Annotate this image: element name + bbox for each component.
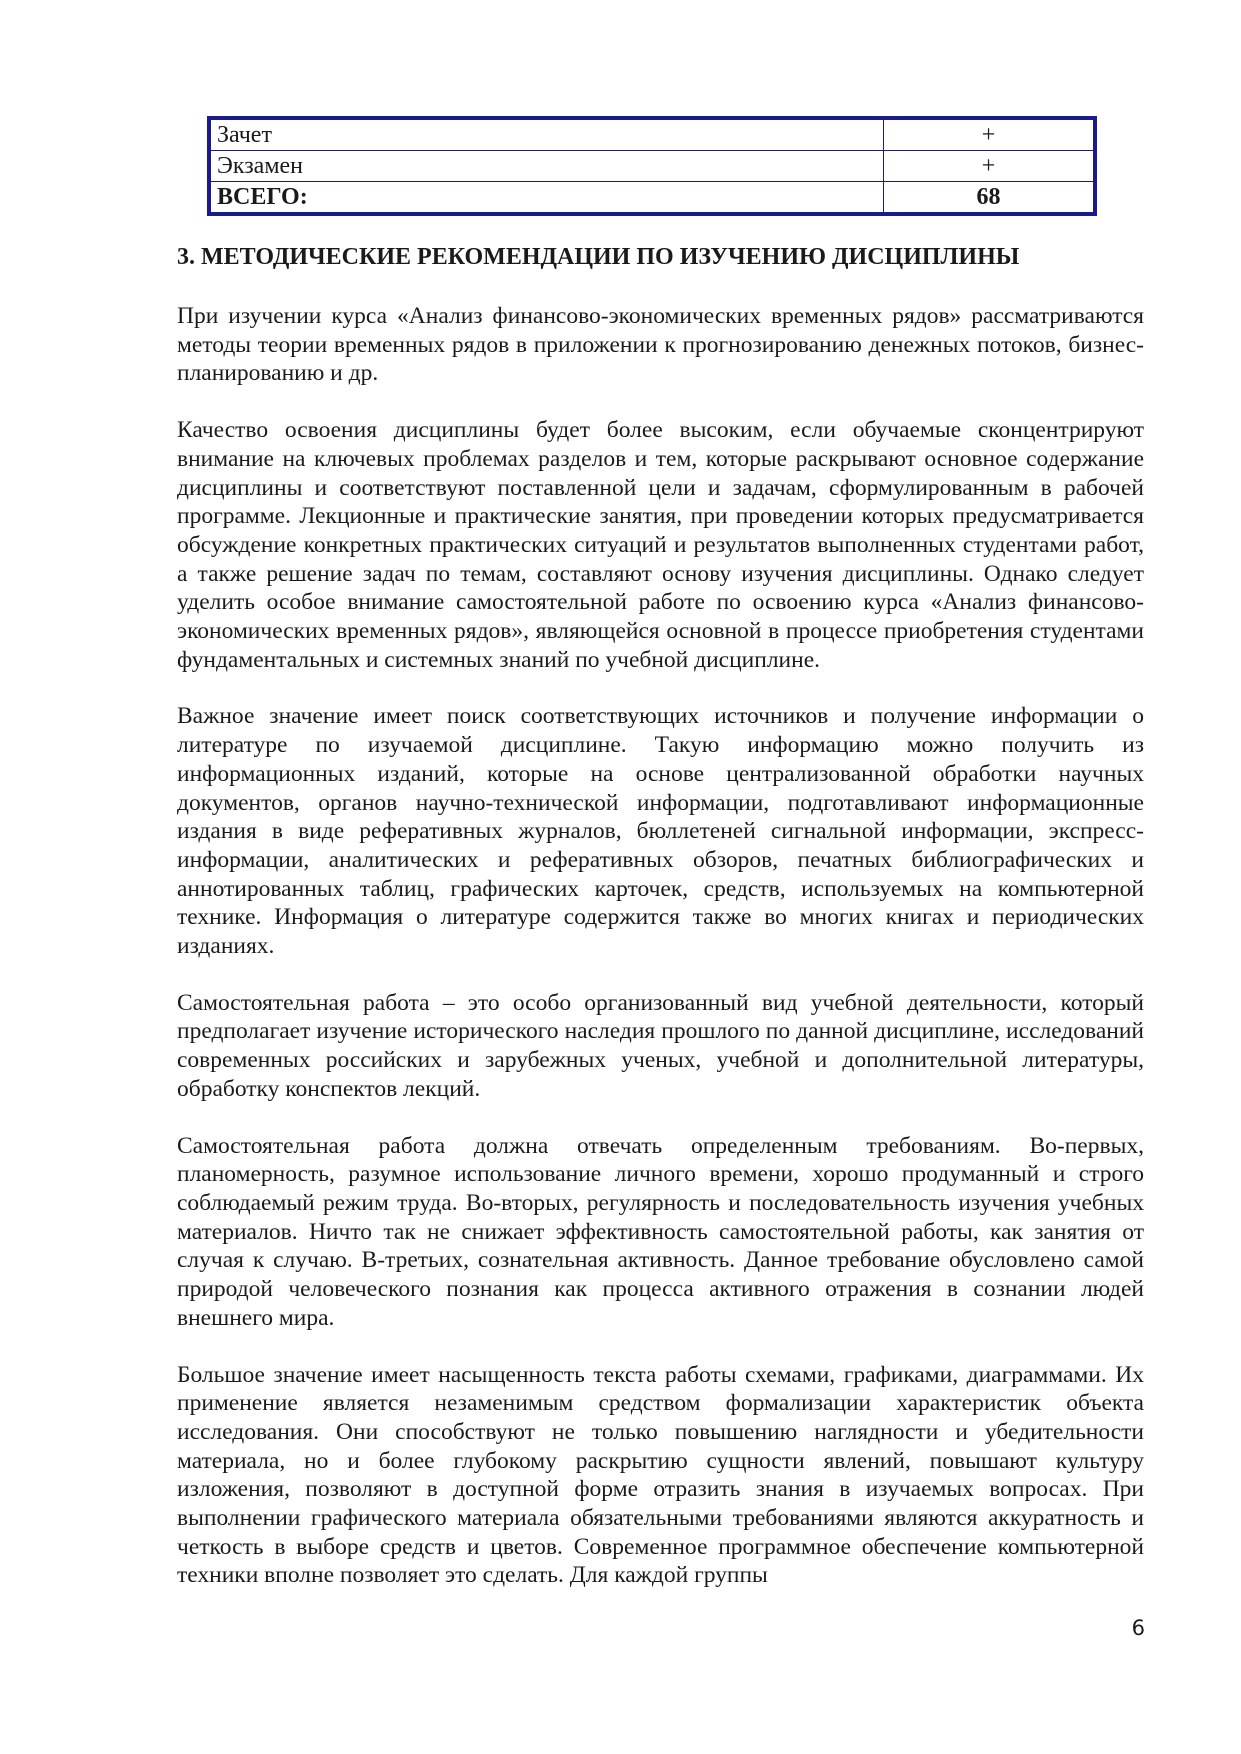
summary-table bbox=[207, 116, 1097, 216]
paragraph: Самостоятельная работа – это особо организованный вид учебной деятельности, который предполагает изучение исторического наследия прошлого по данной дисциплине, исследований современных российских и зарубежных ученых, учебной и дополнительной литературы, обработку конспектов лекций. bbox=[177, 989, 1144, 1102]
paragraph: Большое значение имеет насыщенность текста работы схемами, графиками, диаграммами. Их применение является незаменимым средством формализации характеристик объекта исследования. Они способствуют не только повышению наглядности и убедительности материала, но и более глубокому раскрытию сущности явлений, повышают культуру изложения, позволяют в доступной форме отразить знания в изучаемых вопросах. При выполнении графического материала обязательными требованиями являются аккуратность и четкость в выборе средств и цветов. Современное программное обеспечение компьютерной техники вполне позволяет это сделать. Для каждой группы bbox=[177, 1361, 1144, 1589]
table-row bbox=[209, 151, 1095, 182]
body-text bbox=[177, 302, 1144, 1618]
page-number: 6 bbox=[1131, 1616, 1145, 1640]
total-label: ВСЕГО: bbox=[209, 182, 884, 215]
row-value: + bbox=[884, 151, 1096, 182]
paragraph: При изучении курса «Анализ финансово-экономических временных рядов» рассматриваются методы теории временных рядов в приложении к прогнозированию денежных потоков, бизнес-планированию и др. bbox=[177, 303, 1144, 387]
table-row bbox=[209, 118, 1095, 151]
row-value: + bbox=[884, 118, 1096, 151]
row-label: Экзамен bbox=[209, 151, 884, 182]
section-heading: 3. МЕТОДИЧЕСКИЕ РЕКОМЕНДАЦИИ ПО ИЗУЧЕНИЮ ДИСЦИПЛИНЫ bbox=[177, 244, 1020, 270]
paragraph: Качество освоения дисциплины будет более высоким, если обучаемые сконцентрируют внимание на ключевых проблемах разделов и тем, которые раскрывают основное содержание дисциплины и соответствуют поставленной цели и задачам, сформулированным в рабочей программе. Лекционные и практические занятия, при проведении которых предусматривается обсуждение конкретных практических ситуаций и результатов выполненных студентами работ, а также решение задач по темам, составляют основу изучения дисциплины. Однако следует уделить особое внимание самостоятельной работе по освоению курса «Анализ финансово-экономических временных рядов», являющейся основной в процессе приобретения студентами фундаментальных и системных знаний по учебной дисциплине. bbox=[177, 417, 1144, 673]
table-total-row bbox=[209, 182, 1095, 215]
paragraph: Важное значение имеет поиск соответствующих источников и получение информации о литературе по изучаемой дисциплине. Такую информацию можно получить из информационных изданий, которые на основе централизованной обработки научных документов, органов научно-технической информации, подготавливают информационные издания в виде реферативных журналов, бюллетеней сигнальной информации, экспресс-информации, аналитических и реферативных обзоров, печатных библиографических и аннотированных таблиц, графических карточек, средств, используемых на компьютерной технике. Информация о литературе содержится также во многих книгах и периодических изданиях. bbox=[177, 703, 1144, 960]
paragraph: Самостоятельная работа должна отвечать определенным требованиям. Во-первых, планомерность, разумное использование личного времени, хорошо продуманный и строго соблюдаемый режим труда. Во-вторых, регулярность и последовательность изучения учебных материалов. Ничто так не снижает эффективность самостоятельной работы, как занятия от случая к случаю. В-третьих, сознательная активность. Данное требование обусловлено самой природой человеческого познания как процесса активного отражения в сознании людей внешнего мира. bbox=[177, 1132, 1144, 1331]
row-label: Зачет bbox=[209, 118, 884, 151]
total-value: 68 bbox=[884, 182, 1096, 215]
